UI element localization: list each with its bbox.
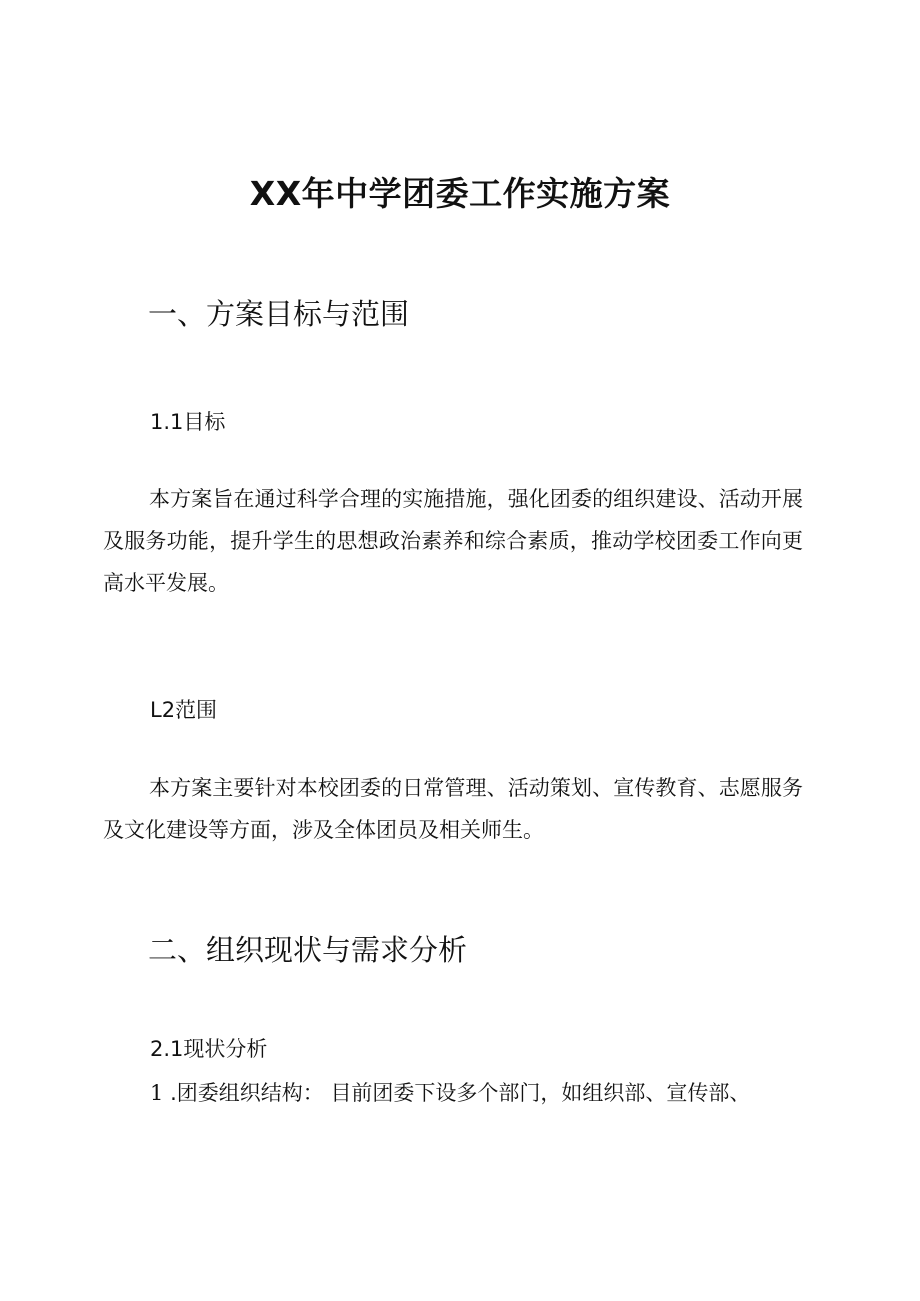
- subsection-heading-1-2: L2范围: [150, 698, 218, 722]
- list-item-number: 1: [150, 1081, 164, 1105]
- page-title: XX年中学团委工作实施方案: [249, 174, 671, 213]
- subsection-heading-1-1: 1.1目标: [150, 410, 226, 434]
- list-item-text: 目前团委下设多个部门，如组织部、宣传部、: [330, 1081, 751, 1105]
- list-item-lead: .团委组织结构：: [170, 1081, 324, 1105]
- subsection-heading-2-1: 2.1现状分析: [150, 1037, 268, 1061]
- section-heading-1: 一、方案目标与范围: [148, 297, 410, 331]
- paragraph-scope: 本方案主要针对本校团委的日常管理、活动策划、宣传教育、志愿服务及文化建设等方面，涉及全体团员及相关师生。: [103, 776, 803, 842]
- list-item: [150, 1077, 810, 1107]
- section-heading-2: 二、组织现状与需求分析: [148, 933, 468, 967]
- paragraph-goal: 本方案旨在通过科学合理的实施措施，强化团委的组织建设、活动开展及服务功能，提升学生的思想政治素养和综合素质，推动学校团委工作向更高水平发展。: [103, 487, 803, 595]
